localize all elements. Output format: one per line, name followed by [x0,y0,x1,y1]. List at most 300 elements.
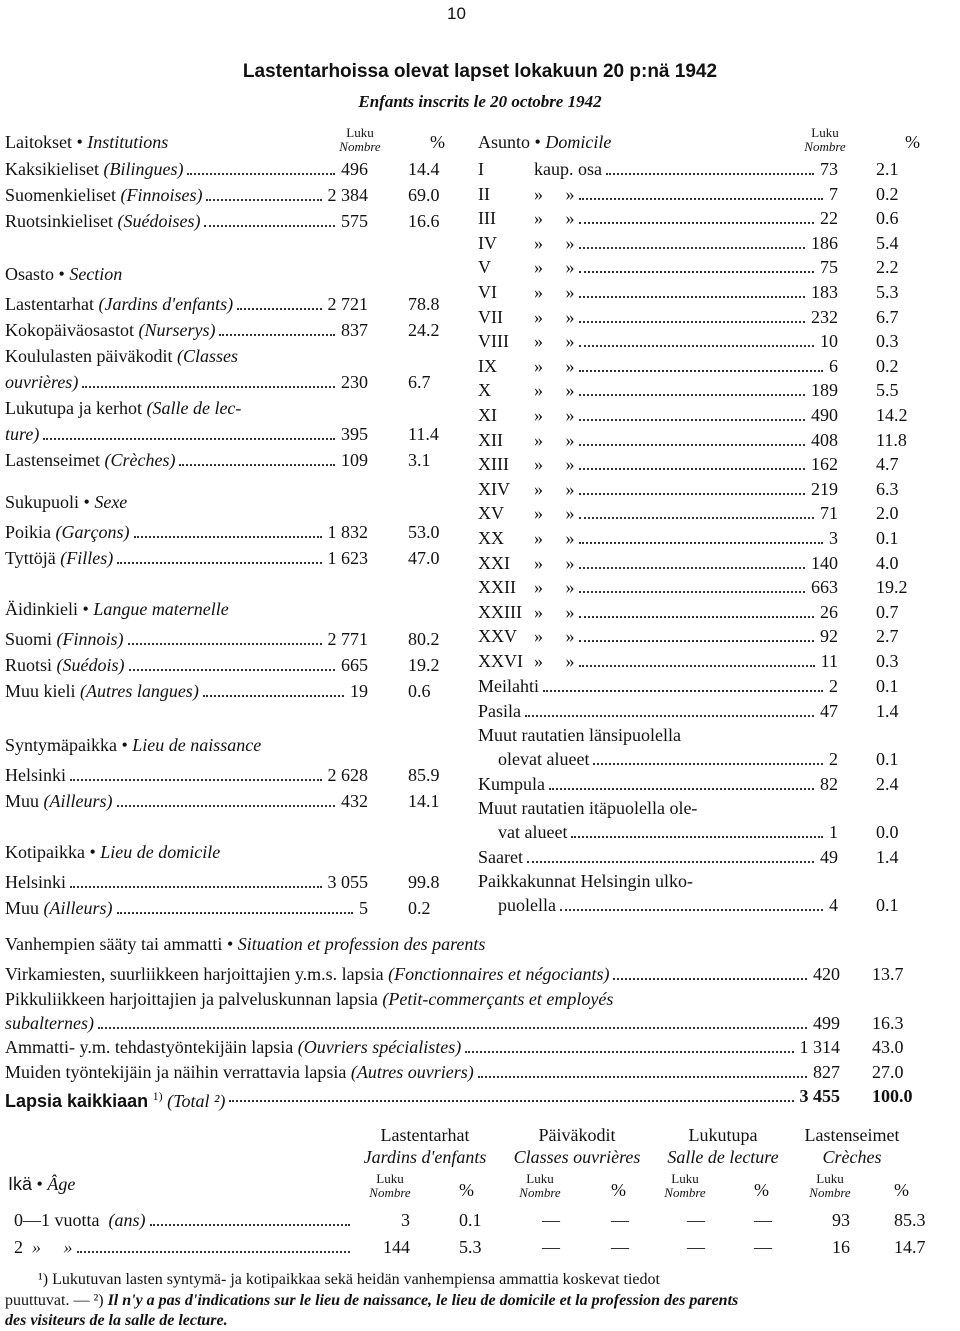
age-count: 3 [401,1210,410,1230]
district-pct: 14.2 [876,405,908,425]
parent-fr: (Petit-commerçants et employés [382,988,614,1009]
district-roman: IX [478,355,497,376]
age-count: — [687,1237,705,1257]
page-title: Lastentarhoissa olevat lapset lokakuun 20 p:nä 1942 [242,61,718,82]
district-label: » » [534,355,575,376]
language-row-label [5,627,124,651]
age-row-label [14,1235,73,1259]
section-row-fr: (Salle de lec- [146,398,242,418]
district-label: » » [534,429,575,450]
parent-pct: 100.0 [872,1086,913,1106]
district-pct: 2.1 [876,159,899,179]
age-group-subtitle: Jardins d'enfants [363,1147,487,1167]
sex-row-fi: Tyttöjä [5,548,56,568]
district-roman: XXV [478,626,517,647]
district-label: » » [534,601,575,622]
dot-leader [465,1051,793,1053]
age-count: 93 [832,1210,850,1230]
district-roman: VII [478,306,503,327]
birthplace-row-label [5,789,113,813]
section-row-fr2: ture) [5,424,40,444]
district-count: 162 [811,454,838,475]
footnote-3: des visiteurs de la salle de lecture. [5,1312,228,1329]
district-label: » » [534,331,575,352]
parent-category-label [5,962,609,986]
district-roman: XXII [478,577,516,598]
footnote-marker: 1) [152,1089,163,1103]
institution-row-fi: Ruotsinkieliset [5,211,113,231]
district-count: 183 [811,282,838,302]
parent-count: 827 [813,1061,840,1082]
institution-row-label [5,209,200,233]
institution-row-fi: Kaksikieliset [5,159,99,179]
age-count: 16 [832,1237,850,1257]
birthplace-row-pct: 85.9 [408,765,440,785]
sex-heading-fr: Sexe [94,492,128,512]
district-count: 219 [811,478,838,499]
district-count: 189 [811,380,838,401]
district-label: » » [534,528,575,548]
area-pct: 2.4 [876,773,899,794]
age-group-subtitle: Classes ouvrières [513,1147,641,1167]
language-heading-fr: Langue maternelle [93,599,229,619]
district-count: 92 [820,626,838,647]
district-pct: 4.0 [876,552,899,573]
parent-category-label [5,1035,461,1059]
parent-fi: Virkamiesten, suurliikkeen harjoittajien y.m.s. lapsia [5,964,384,984]
home-heading-fi: Kotipaikka [5,842,85,862]
age-count-header [500,1172,580,1200]
district-count: 408 [811,429,838,450]
home-row-count: 3 055 [327,872,368,892]
area-label: Kumpula [478,773,545,794]
footnote-1: ¹) Lukutuvan lasten syntymä- ja kotipaikkaa sekä heidän vanhempiensa ammattia koskevat tiedot [38,1271,660,1288]
district-pct: 5.3 [876,282,899,302]
home-heading-fr: Lieu de domicile [100,842,221,862]
parent-category-label [5,987,613,1011]
section-row-fi: Lukutupa ja kerhot [5,398,142,418]
area-label: Saaret [478,846,523,867]
age-heading-fi: Ikä [8,1174,33,1194]
district-count: 22 [820,208,838,229]
age-pct: 5.3 [459,1237,482,1257]
district-label: » » [534,651,575,671]
institution-row-pct: 14.4 [408,159,440,179]
parent-fr: (Ouvriers spécialistes) [297,1037,462,1057]
age-count-header [790,1172,870,1200]
sex-row-fi: Poikia [5,522,52,542]
age-group-title: Lastentarhat [380,1125,470,1145]
age-pct-header: % [754,1180,769,1200]
section-row-count: 837 [341,320,368,340]
birthplace-row-fi: Helsinki [5,765,66,785]
home-row-count: 5 [359,898,368,918]
district-pct: 2.0 [876,503,899,524]
age-count: — [687,1210,705,1230]
section-row-label [5,448,175,472]
home-heading: Kotipaikka • Lieu de domicile [5,842,221,862]
section-row-pct: 3.1 [408,450,431,470]
home-row-pct: 99.8 [408,872,440,892]
dot-leader [219,334,335,336]
section-row-fr: (Crèches) [104,450,176,470]
page-subtitle: Enfants inscrits le 20 octobre 1942 [358,92,602,111]
district-count: 140 [811,552,838,573]
district-label: » » [534,405,575,425]
district-count: 6 [829,355,838,376]
sex-heading-fi: Sukupuoli [5,492,80,512]
district-count: 75 [820,257,838,278]
luku-label: Luku [671,1171,699,1186]
parent-fr: (Autres ouvriers) [350,1061,474,1082]
area-label-cont: puolella [498,895,556,915]
section-row-fr: (Jardins d'enfants) [98,294,234,314]
district-roman: V [478,257,491,278]
age-group-subtitle: Salle de lecture [667,1147,779,1167]
birthplace-row-count: 432 [341,791,368,811]
language-row-label [5,679,199,703]
domicile-heading: Asunto • Domicile [478,132,612,152]
institution-row-pct: 16.6 [408,211,440,231]
district-roman: XIV [478,478,510,499]
district-label: » » [534,626,575,647]
district-roman: I [478,159,484,179]
district-label: » » [534,503,575,524]
district-label: » » [534,232,575,253]
district-label: » » [534,552,575,573]
district-roman: XXI [478,552,510,573]
parent-count: 420 [813,964,840,984]
section-row-label [5,318,215,342]
right-col-header-count: Luku Nombre [804,125,846,154]
dot-leader [204,225,335,227]
district-count: 7 [829,183,838,204]
language-row-fi: Muu kieli [5,681,76,701]
age-row-label [14,1208,146,1232]
area-count: 47 [820,700,838,721]
age-label: 2 [14,1237,23,1257]
district-label: » » [534,478,575,499]
birthplace-heading-fr: Lieu de naissance [132,735,262,755]
district-label: » » [534,282,575,302]
birthplace-row-fi: Muu [5,791,40,811]
left-col-header-count: Luku Nombre [339,125,381,154]
district-pct: 2.7 [876,626,899,647]
section-row-pct: 78.8 [408,294,440,314]
district-pct: 11.8 [876,429,907,450]
age-heading-fr: Âge [47,1174,76,1194]
age-heading: Ikä • Âge [8,1174,76,1194]
age-unit: » » [32,1237,73,1257]
district-pct: 0.3 [876,651,899,671]
parent-count: 3 455 [799,1086,840,1106]
section-row-pct: 6.7 [408,372,431,392]
district-roman: IV [478,232,497,253]
district-count: 663 [811,577,838,598]
section-row-count: 109 [341,450,368,470]
age-unit: (ans) [108,1210,146,1230]
dot-leader [229,1100,793,1102]
dot-leader [82,386,335,388]
parent-pct: 16.3 [872,1012,904,1033]
district-count: 10 [820,331,838,352]
area-count: 2 [829,749,838,769]
area-count: 2 [829,676,838,696]
parent-fi: Lapsia kaikkiaan [5,1091,149,1111]
language-row-fi: Ruotsi [5,655,53,675]
district-label: » » [534,577,575,598]
area-count: 49 [820,846,838,867]
section-row-label [5,292,233,316]
age-pct: 85.3 [894,1210,926,1230]
dot-leader [203,695,344,697]
area-pct: 1.4 [876,700,899,721]
district-roman: XV [478,503,504,524]
age-group-subtitle: Crèches [822,1147,882,1167]
area-label: Paikkakunnat Helsingin ulko- [478,871,693,891]
section-heading-fi: Osasto [5,264,54,284]
district-pct: 2.2 [876,257,899,278]
page-number: 10 [447,4,466,23]
institution-row-label [5,183,202,207]
luku-label: Luku [526,1171,554,1186]
birthplace-row-count: 2 628 [327,765,368,785]
district-label: » » [534,380,575,401]
language-row-pct: 0.6 [408,681,431,701]
age-pct: — [611,1237,629,1257]
dot-leader [43,438,335,440]
section-row-pct: 11.4 [408,424,439,444]
district-pct: 5.5 [876,380,899,401]
section-row-fi: Kokopäiväosastot [5,320,134,340]
section-row-fr: (Nurserys) [138,320,216,340]
area-count: 4 [829,895,838,915]
area-pct: 1.4 [876,846,899,867]
institution-row-count: 2 384 [327,185,368,205]
language-heading-fi: Äidinkieli [5,599,78,619]
footnote-2: puuttuvat. — ²) Il n'y a pas d'indications sur le lieu de naissance, le lieu de domicile et la profession des parents [5,1292,739,1309]
birthplace-row-fr: (Ailleurs) [43,791,113,811]
language-row-label [5,653,125,677]
birthplace-heading: Syntymäpaikka • Lieu de naissance [5,735,262,755]
parents-heading: Vanhempien sääty tai ammatti • Situation et profession des parents [5,934,486,954]
age-count: — [542,1210,560,1230]
birthplace-row-label [5,763,66,787]
dot-leader [128,643,322,645]
area-label: Pasila [478,700,521,721]
district-roman: XXIII [478,601,522,622]
section-row-fr2: ouvrières) [5,372,79,392]
dot-leader [179,464,335,466]
language-row-pct: 19.2 [408,655,440,675]
home-row-label [5,896,113,920]
dot-leader [77,1251,351,1253]
district-label: kaup. osa [534,159,602,179]
district-count: 232 [811,306,838,327]
sex-row-label [5,546,113,570]
dot-leader [150,1224,351,1226]
district-pct: 0.6 [876,208,899,229]
luku-label: Luku [816,1171,844,1186]
area-label-cont: vat alueet [498,822,568,842]
district-count: 186 [811,232,838,253]
sex-heading: Sukupuoli • Sexe [5,492,128,512]
nombre-label: Nombre [369,1185,411,1200]
institution-row-fr: (Suédoises) [117,211,201,231]
dot-leader [237,308,321,310]
district-label: » » [534,306,575,327]
district-roman: XXVI [478,651,523,671]
institution-row-count: 496 [341,159,368,179]
district-count: 11 [820,651,838,671]
total-label [5,1084,225,1113]
age-pct: — [754,1237,772,1257]
area-label-cont: olevat alueet [498,749,590,769]
section-row-label [5,344,238,368]
parent-fr: (Fonctionnaires et négociants) [388,964,610,984]
age-count: — [542,1237,560,1257]
district-pct: 6.7 [876,306,899,327]
district-roman: XIII [478,454,509,475]
sex-row-count: 1 832 [327,522,368,542]
district-roman: VI [478,282,497,302]
parent-fi: Ammatti- y.m. tehdastyöntekijäin lapsia [5,1037,294,1057]
nombre-label: Nombre [664,1185,706,1200]
language-row-count: 19 [350,681,368,701]
language-row-pct: 80.2 [408,629,440,649]
district-count: 73 [820,159,838,179]
area-label: Meilahti [478,676,539,696]
institution-row-count: 575 [341,211,368,231]
age-pct: 0.1 [459,1210,482,1230]
section-row-count: 2 721 [327,294,368,314]
dot-leader [117,805,335,807]
language-heading: Äidinkieli • Langue maternelle [5,599,229,619]
sex-row-pct: 47.0 [408,548,440,568]
sex-row-label [5,520,130,544]
district-count: 26 [820,601,838,622]
dot-leader [206,199,321,201]
left-col-header-pct: % [430,132,445,152]
parent-fi: Muiden työntekijäin ja näihin verrattavia lapsia [5,1061,347,1082]
nombre-label: Nombre [519,1185,561,1200]
district-roman: III [478,208,496,229]
language-row-count: 2 771 [327,629,368,649]
language-row-fr: (Suédois) [56,655,125,675]
language-row-fi: Suomi [5,629,53,649]
parent-count: 1 314 [799,1037,840,1057]
sex-row-count: 1 623 [327,548,368,568]
parent-pct: 13.7 [872,964,904,984]
section-row-count: 395 [341,424,368,444]
dot-leader [70,886,322,888]
institution-row-fr: (Finnoises) [120,185,203,205]
section-heading: Osasto • Section [5,264,123,284]
dot-leader [70,779,322,781]
area-pct: 0.1 [876,895,899,915]
district-count: 3 [829,528,838,548]
dot-leader [187,173,335,175]
sex-row-pct: 53.0 [408,522,440,542]
home-row-label [5,870,66,894]
district-pct: 0.2 [876,183,899,204]
district-pct: 5.4 [876,232,899,253]
area-count: 82 [820,773,838,794]
age-count: 144 [383,1237,410,1257]
district-pct: 4.7 [876,454,899,475]
parent-pct: 27.0 [872,1061,904,1082]
luku-label: Luku [376,1171,404,1186]
area-pct: 0.1 [876,749,899,769]
language-row-count: 665 [341,655,368,675]
district-pct: 19.2 [876,577,908,598]
institutions-heading: Laitokset • Institutions [5,132,169,152]
sex-row-fr: (Filles) [60,548,114,568]
section-row-label [5,396,241,420]
dot-leader [117,562,321,564]
right-col-header-pct: % [905,132,920,152]
dot-leader [117,912,353,914]
age-count-header [645,1172,725,1200]
district-roman: XI [478,405,497,425]
age-pct: — [754,1210,772,1230]
age-count-header [350,1172,430,1200]
age-group-title: Lastenseimet [804,1125,900,1145]
district-roman: XX [478,528,504,548]
age-label: 0—1 vuotta [14,1210,100,1230]
home-row-pct: 0.2 [408,898,431,918]
age-pct: 14.7 [894,1237,926,1257]
institution-row-fi: Suomenkieliset [5,185,116,205]
parent-fi: Pikkuliikkeen harjoittajien ja palveluskunnan lapsia [5,988,378,1009]
parent-fr-cont: subalternes) [5,1012,94,1033]
institution-row-pct: 69.0 [408,185,440,205]
district-pct: 6.3 [876,478,899,499]
area-label: Muut rautatien länsipuolella [478,725,681,745]
parent-count: 499 [813,1012,840,1033]
parent-fr: (Total ²) [167,1091,226,1111]
section-row-fi: Lastenseimet [5,450,100,470]
parent-pct: 43.0 [872,1037,904,1057]
section-row-fi: Koululasten päiväkodit [5,346,173,366]
district-label: » » [534,208,575,229]
district-pct: 0.1 [876,528,899,548]
area-pct: 0.1 [876,676,899,696]
institution-row-fr: (Bilingues) [103,159,184,179]
section-row-fr: (Classes [176,346,238,366]
parent-category-label [5,1060,474,1084]
district-label: » » [534,454,575,475]
birthplace-heading-fi: Syntymäpaikka [5,735,117,755]
district-pct: 0.7 [876,601,899,622]
age-pct-header: % [894,1180,909,1200]
district-roman: XII [478,429,503,450]
language-row-fr: (Autres langues) [80,681,199,701]
district-roman: VIII [478,331,509,352]
dot-leader [134,536,322,538]
section-heading-fr: Section [69,264,123,284]
nombre-label: Nombre [809,1185,851,1200]
institution-row-label [5,157,183,181]
district-label: » » [534,257,575,278]
district-pct: 0.2 [876,355,899,376]
home-row-fi: Helsinki [5,872,66,892]
district-count: 490 [811,405,838,425]
district-count: 71 [820,503,838,524]
section-row-pct: 24.2 [408,320,440,340]
age-pct-header: % [611,1180,626,1200]
home-row-fi: Muu [5,898,40,918]
